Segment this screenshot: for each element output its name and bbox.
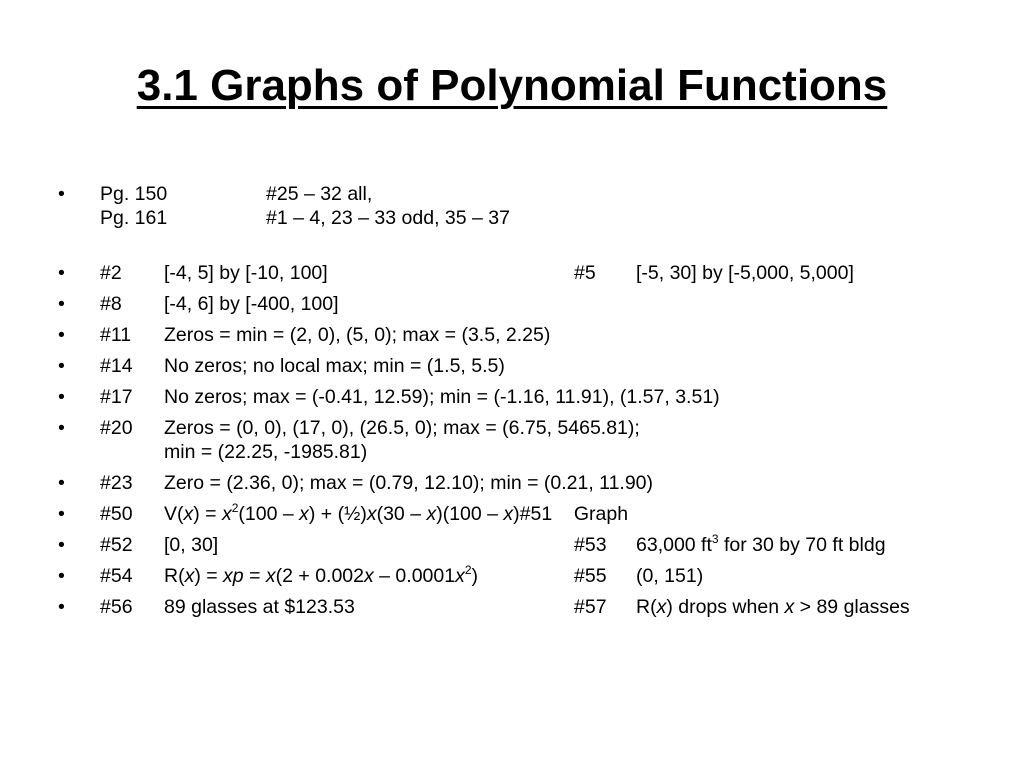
problem-number: #5 (574, 262, 596, 284)
answer-list (58, 182, 1008, 626)
answer-text: [-4, 6] by [-400, 100] (164, 293, 339, 315)
problem-number: #53 (574, 534, 607, 556)
volume-formula: $V(x) = x^2(100 - x)$ + (½)x(30 – x)(100 – x)#51 Graph (164, 500, 629, 525)
answer-text-continued: min = (22.25, -1985.81) (164, 441, 368, 463)
answer-text: No zeros; max = (-0.41, 12.59); min = (-1.16, 11.91), (1.57, 3.51) (164, 386, 720, 408)
problem-range: #25 – 32 all, (266, 183, 373, 205)
problem-number: #55 (574, 565, 607, 587)
list-item-answer-50 (58, 502, 1008, 526)
answer-text: [-4, 5] by [-10, 100] (164, 262, 328, 284)
list-item-answer-11 (58, 323, 1008, 347)
answer-text: 89 glasses at $123.53 (164, 596, 355, 618)
list-item-answer-17 (58, 385, 1008, 409)
page-label: Pg. 161 (100, 207, 168, 229)
bullet: • (58, 386, 65, 408)
list-item-answer-2 (58, 261, 1008, 285)
list-item-answer-52 (58, 533, 1008, 557)
list-item-homework (58, 182, 1008, 230)
bullet: • (58, 355, 65, 377)
problem-number: #11 (100, 324, 132, 346)
answer-text: Graph (573, 503, 629, 525)
list-item-answer-56 (58, 595, 1008, 619)
revenue-formula: R(x) = xp = $x(2 + 0.002x - 0.0001x^2)$ (164, 562, 479, 587)
problem-number: #2 (100, 262, 122, 284)
answer-text: [-5, 30] by [-5,000, 5,000] (636, 262, 854, 284)
slide-title: 3.1 Graphs of Polynomial Functions (136, 61, 888, 110)
problem-number: #17 (100, 386, 133, 408)
problem-number: #14 (100, 355, 133, 377)
answer-text: No zeros; no local max; min = (1.5, 5.5) (164, 355, 505, 377)
list-item-answer-8 (58, 292, 1008, 316)
bullet: • (58, 262, 65, 284)
list-item-answer-14 (58, 354, 1008, 378)
answer-text: [0, 30] (164, 534, 219, 556)
bullet: • (58, 417, 65, 439)
answer-text: Zeros = (0, 0), (17, 0), (26.5, 0); max = (6.75, 5465.81); (164, 417, 640, 439)
list-item-answer-23 (58, 471, 1008, 495)
answer-text: Zero = (2.36, 0); max = (0.79, 12.10); min = (0.21, 11.90) (164, 472, 654, 494)
bullet: • (58, 324, 65, 346)
answer-text: Zeros = min = (2, 0), (5, 0); max = (3.5, 2.25) (164, 324, 551, 346)
list-item-answer-20 (58, 416, 1008, 464)
problem-range: #1 – 4, 23 – 33 odd, 35 – 37 (266, 207, 510, 229)
problem-number: #20 (100, 417, 133, 439)
problem-number: #54 (100, 565, 133, 587)
bullet: • (58, 596, 65, 618)
problem-number: #52 (100, 534, 133, 556)
bullet: • (58, 565, 65, 587)
answer-text: 63,000 $ft^3$ for 30 by 70 ft bldg (636, 531, 886, 556)
problem-number: #8 (100, 293, 122, 315)
answer-text: (0, 151) (636, 565, 704, 587)
problem-number: #23 (100, 472, 133, 494)
bullet: • (58, 503, 65, 525)
page-label: Pg. 150 (100, 183, 168, 205)
problem-number: #56 (100, 596, 133, 618)
answer-text: R(x) drops when x > 89 glasses (636, 596, 910, 618)
bullet: • (58, 534, 65, 556)
list-item-answer-54 (58, 564, 1008, 588)
problem-number: #50 (100, 503, 133, 525)
bullet: • (58, 183, 65, 205)
bullet: • (58, 472, 65, 494)
problem-number: #51 (519, 503, 553, 525)
problem-number: #57 (574, 596, 607, 618)
bullet: • (58, 293, 65, 315)
